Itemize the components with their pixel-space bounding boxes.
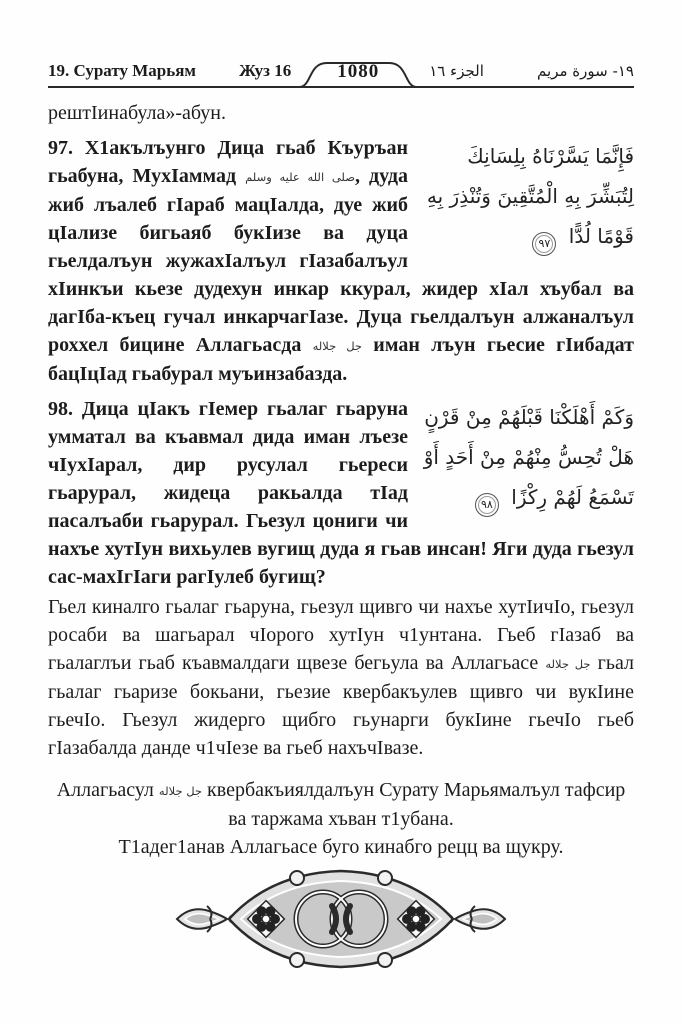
text-run: Т1адег1анав Аллагьасе буго кинабго рецц ва щукру. xyxy=(118,836,564,858)
verse-97-paragraph xyxy=(48,134,634,388)
text-run: гьал гьалаг гьаризе бокьани, гьезие квербакъулев щивго чи вукIине гьечIо. Гьезул жидерго щибго гьунарги букIине гьечIо гьеб гIазабалда данде ч1чIезе ва гьеб нахъчIвазе. xyxy=(48,652,634,759)
surah-title-cyrillic: 19. Сурату Марьям xyxy=(48,61,197,80)
closing-paragraph xyxy=(48,776,634,833)
arabesque-divider-icon xyxy=(171,861,511,977)
verse-98-arabic xyxy=(422,397,634,517)
juz-label-cyrillic: Жуз 16 xyxy=(239,61,292,80)
jalla-jalaluhu-honorific: جل جلاله xyxy=(312,339,363,353)
text-run: иман лъун гьесие гIибадат бацIцIад гьабурал муъинзабазда. xyxy=(48,334,634,385)
saw-honorific: صلى الله عليه وسلم xyxy=(245,170,355,184)
body-text xyxy=(48,88,634,861)
verse-98-arabic-text: وَكَمْ أَهْلَكْنَا قَبْلَهُمْ مِنْ قَرْنٍ هَلْ تُحِسُّ مِنْهُمْ مِنْ أَحَدٍ أَوْ تَسْمَعُ لَهُمْ رِكْزًا xyxy=(423,405,634,509)
text-run: рештIинабула»-абун. xyxy=(48,102,227,124)
ayah-98-end-medallion: ٩٨ xyxy=(475,493,499,517)
footer-ornament xyxy=(48,861,634,982)
verse-98-paragraph xyxy=(48,395,634,591)
juz-label-arabic: الجزء ١٦ xyxy=(429,62,484,80)
text-run: Аллагьасул xyxy=(56,779,159,801)
text-run: , дуда жиб лъалеб гIараб мацIалда, дуе жиб цIализе бигьаяб букIизе ва дуца гьелдалъун жужахIалъул гIазабалъул хIинкъи кьезе дудехун инкар ккурал, жидер хIал хъубал ва дагIба-къец гучал инкарчагIазе. Дуца гьелдалъун алжаналъул роххел бицине Аллагьасда xyxy=(48,165,634,356)
final-praise-line xyxy=(48,833,634,861)
text-run: Гьел киналго гьалаг гьаруна, гьезул щивго чи нахъе хутIичIо, гьезул росаби ва шагьарал чIорого хутIун ч1унтана. Гьеб гIазаб ва гьалаглъи гьаб къавмалдаги щвезе бегьула ва Аллагьасе xyxy=(48,596,634,674)
page-header xyxy=(48,50,634,88)
page-number-tab xyxy=(299,52,417,86)
text-run: квербакъиялдалъун Сурату Марьямалъул тафсир ва таржама хъван т1убана. xyxy=(202,779,626,830)
jalla-jalaluhu-honorific: جل جلاله xyxy=(545,657,591,671)
surah-title-arabic: ١٩- سورة مريم xyxy=(537,62,634,80)
verse-97-arabic-text: فَإِنَّمَا يَسَّرْنَاهُ بِلِسَانِكَ لِتُبَشِّرَ بِهِ الْمُتَّقِينَ وَتُنْذِرَ بِهِ قَوْمًا لُدًّا xyxy=(426,144,634,248)
text-run: 98. Дица цIакъ гIемер гьалаг гьаруна умматал ва къавмал дида иман лъезе чIухIарал, дир русулал гьереси гьарурал, жидеца ракьалда тIад пасалъаби гьарурал. Гьезул цониги чи нахъе хутIун вихьулев вугищ дуда я гьав инсан! Яги дуда гьезул сас-махIгIаги рагIулеб бугищ? xyxy=(48,398,634,588)
ayah-97-end-medallion: ٩٧ xyxy=(532,232,556,256)
verse-97-arabic xyxy=(422,136,634,256)
commentary-paragraph xyxy=(48,593,634,762)
text-run: 97. Х1акълъунго Дица гьаб Къуръан гьабуна, МухIаммад xyxy=(48,137,408,187)
continuation-line xyxy=(48,99,634,127)
jalla-jalaluhu-honorific: جل جلاله xyxy=(158,784,203,798)
page-number: 1080 xyxy=(337,61,380,82)
